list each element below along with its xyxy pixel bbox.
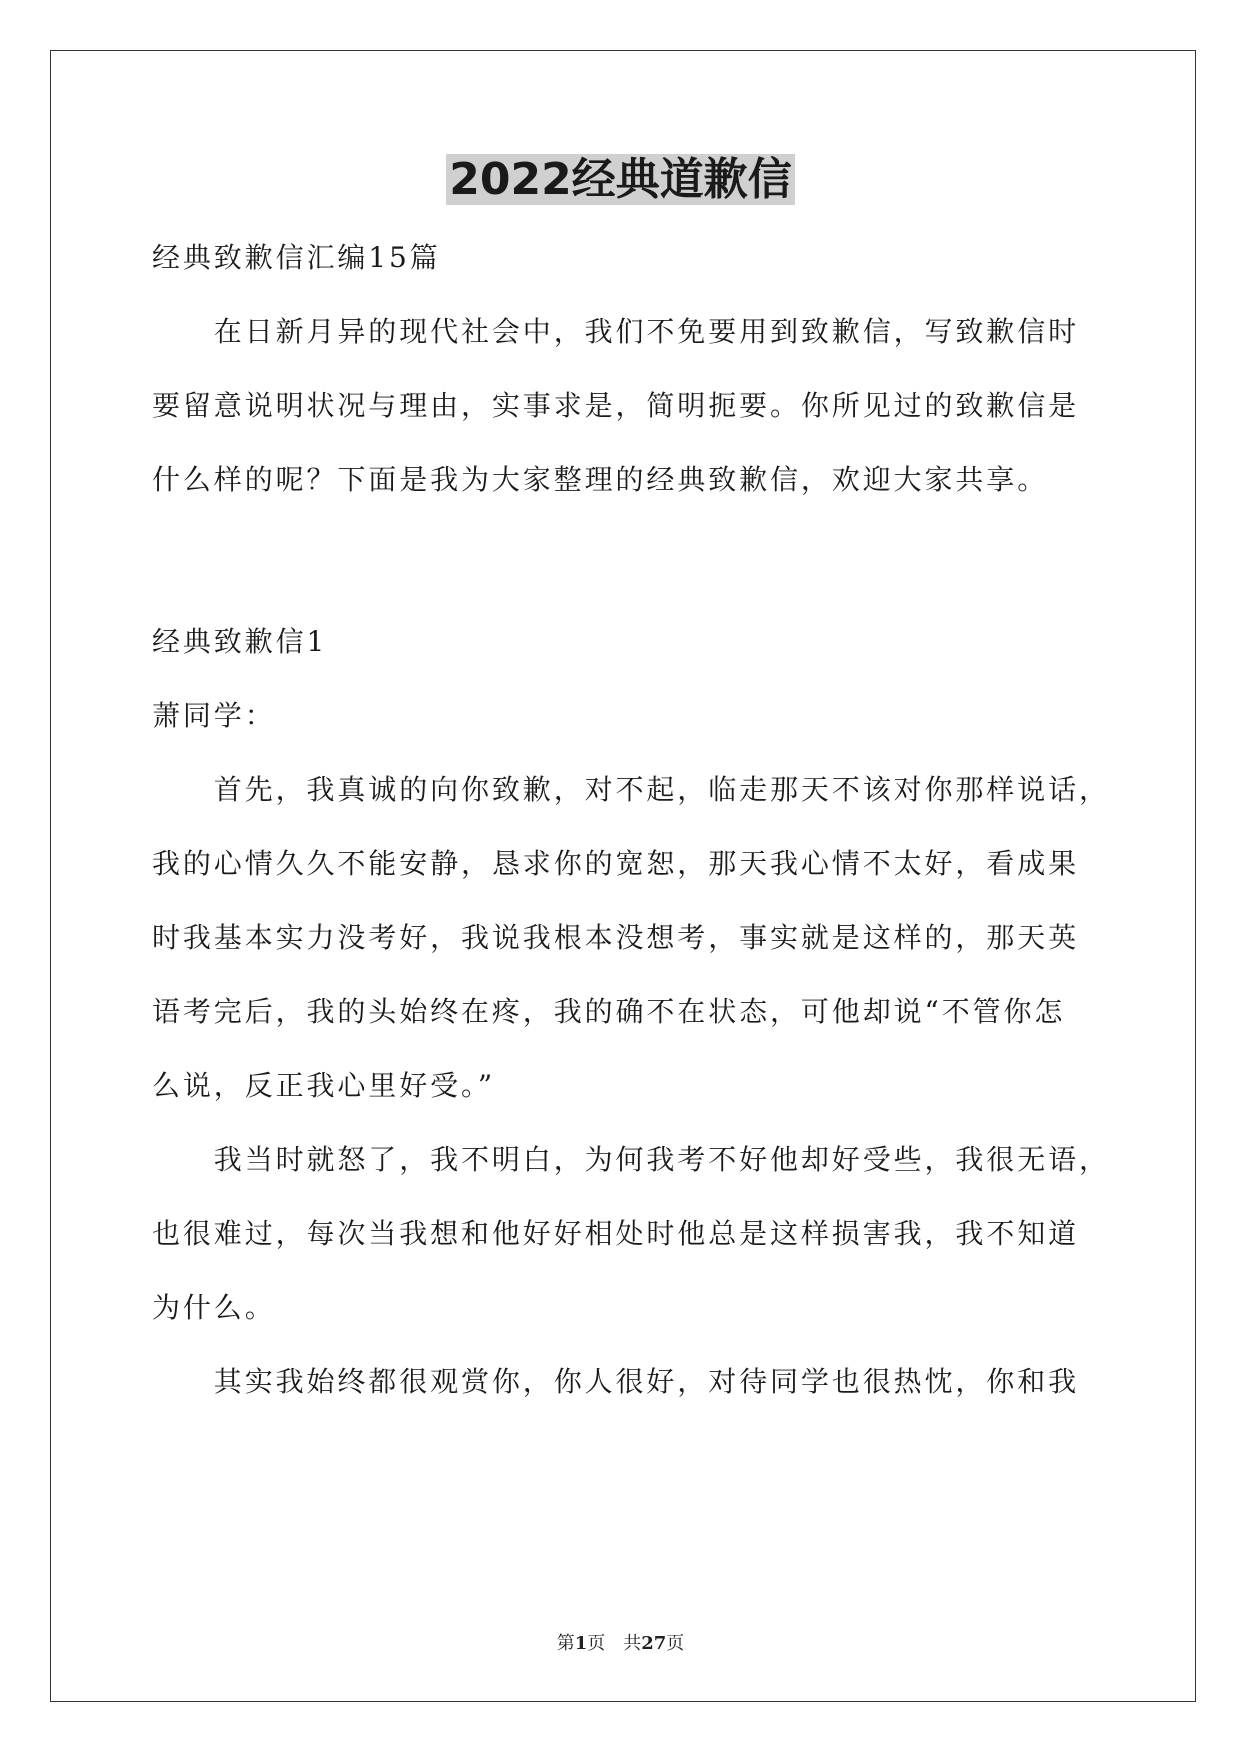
- body-line: 我当时就怒了，我不明白，为何我考不好他却好受些，我很无语，: [152, 1143, 1110, 1176]
- body-line: 为什么。: [152, 1291, 276, 1324]
- body-line: 其实我始终都很观赏你，你人很好，对待同学也很热忱，你和我: [152, 1365, 1080, 1398]
- body-line: 时我基本实力没考好，我说我根本没想考，事实就是这样的，那天英: [152, 921, 1080, 954]
- salutation-line: 萧同学：: [152, 699, 276, 732]
- body-line: 在日新月异的现代社会中，我们不免要用到致歉信，写致歉信时: [152, 315, 1080, 348]
- body-line: 什么样的呢？下面是我为大家整理的经典致歉信，欢迎大家共享。: [152, 463, 1049, 496]
- subtitle-line: 经典致歉信汇编15篇: [152, 241, 441, 274]
- page-prefix: 第: [556, 1633, 575, 1654]
- body-line: 也很难过，每次当我想和他好好相处时他总是这样损害我，我不知道: [152, 1217, 1080, 1250]
- body-line: 我的心情久久不能安静，恳求你的宽恕，那天我心情不太好，看成果: [152, 847, 1080, 880]
- body-line: 要留意说明状况与理由，实事求是，简明扼要。你所见过的致歉信是: [152, 389, 1080, 422]
- body-line: 首先，我真诚的向你致歉，对不起，临走那天不该对你那样说话，: [152, 773, 1110, 806]
- document-title: [0, 152, 1241, 208]
- document-title-text: 2022经典道歉信: [446, 154, 794, 205]
- page-footer: [0, 1632, 1241, 1656]
- page-suffix: 页: [666, 1633, 685, 1654]
- body-line: 语考完后，我的头始终在疼，我的确不在状态，可他却说“不管你怎: [152, 995, 1066, 1028]
- section-heading: 经典致歉信1: [152, 625, 328, 658]
- page-number: 1: [574, 1633, 588, 1654]
- page-middle: 页 共: [587, 1633, 642, 1654]
- total-pages: 27: [641, 1633, 667, 1654]
- body-line: 么说，反正我心里好受。”: [152, 1069, 496, 1102]
